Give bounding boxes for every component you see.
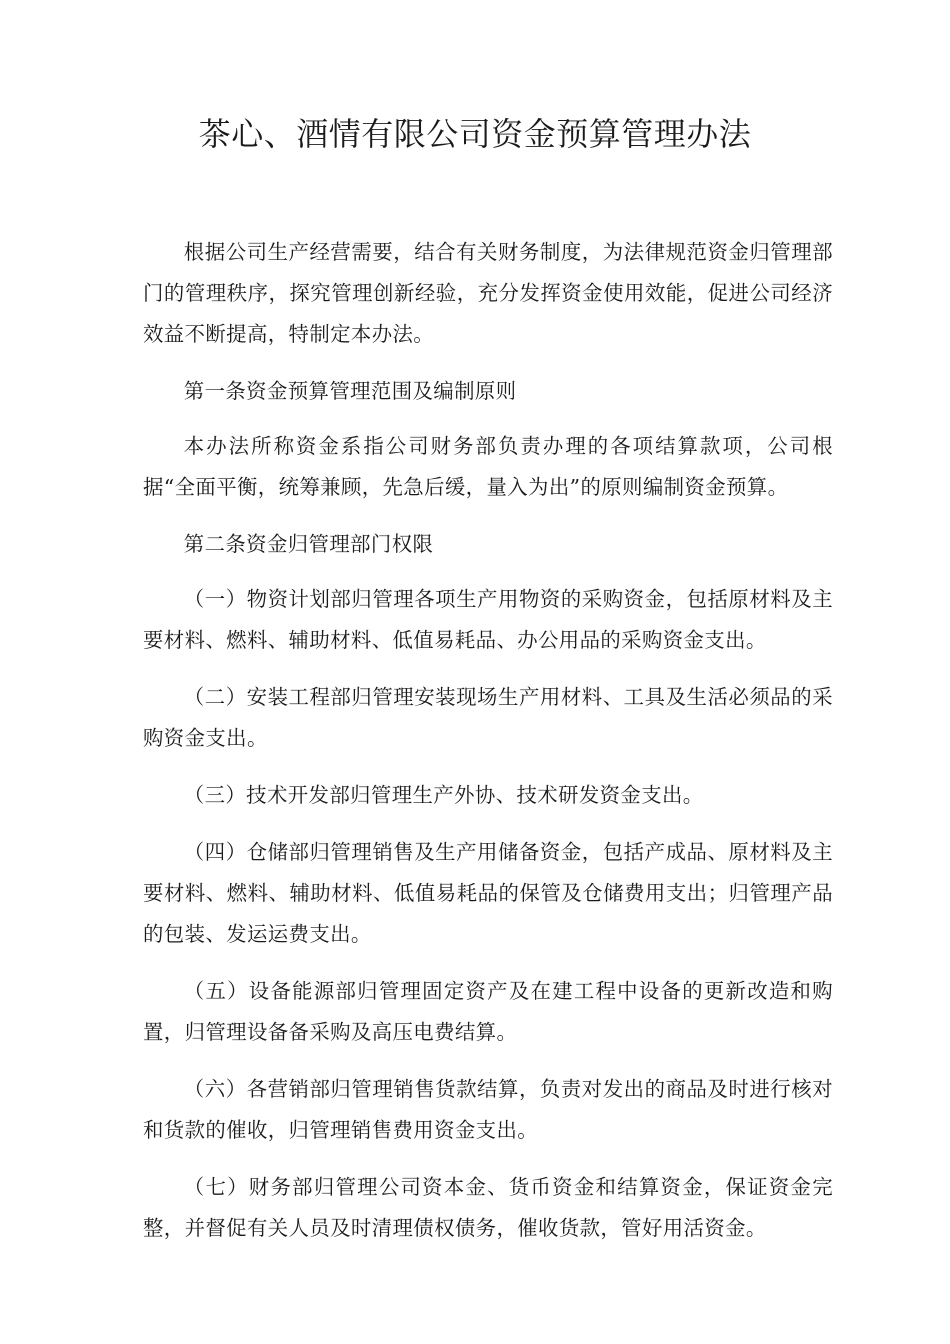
article-2-heading: 第二条资金归管理部门权限 <box>183 532 434 556</box>
clause-7-paragraph: （七）财务部归管理公司资本金、货币资金和结算资金，保证资金完整，并督促有关人员及时清理债权债务，催收货款，管好用活资金。 <box>143 1175 833 1240</box>
intro-paragraph: 根据公司生产经营需要，结合有关财务制度，为法律规范资金归管理部门的管理秩序，探究管理创新经验，充分发挥资金使用效能，促进公司经济效益不断提高，特制定本办法。 <box>143 240 833 346</box>
article-1-heading: 第一条资金预算管理范围及编制原则 <box>183 379 517 403</box>
document-body <box>143 232 833 1265</box>
article-1-paragraph: 本办法所称资金系指公司财务部负责办理的各项结算款项，公司根据“全面平衡，统筹兼顾，先急后缓，量入为出”的原则编制资金预算。 <box>143 434 833 499</box>
clause-5-paragraph: （五）设备能源部归管理固定资产及在建工程中设备的更新改造和购置，归管理设备备采购及高压电费结算。 <box>143 979 833 1044</box>
document-title: 茶心、酒情有限公司资金预算管理办法 <box>198 115 752 153</box>
clause-4-paragraph: （四）仓储部归管理销售及生产用储备资金，包括产成品、原材料及主要材料、燃料、辅助材料、低值易耗品的保管及仓储费用支出；归管理产品的包装、发运运费支出。 <box>143 840 833 946</box>
clause-2-paragraph: （二）安装工程部归管理安装现场生产用材料、工具及生活必须品的采购资金支出。 <box>143 685 833 750</box>
clause-6-paragraph: （六）各营销部归管理销售货款结算，负责对发出的商品及时进行核对和货款的催收，归管理销售费用资金支出。 <box>143 1077 833 1142</box>
clause-3-paragraph: （三）技术开发部归管理生产外协、技术研发资金支出。 <box>183 783 704 807</box>
clause-1-paragraph: （一）物资计划部归管理各项生产用物资的采购资金，包括原材料及主要材料、燃料、辅助材料、低值易耗品、办公用品的采购资金支出。 <box>143 587 833 652</box>
